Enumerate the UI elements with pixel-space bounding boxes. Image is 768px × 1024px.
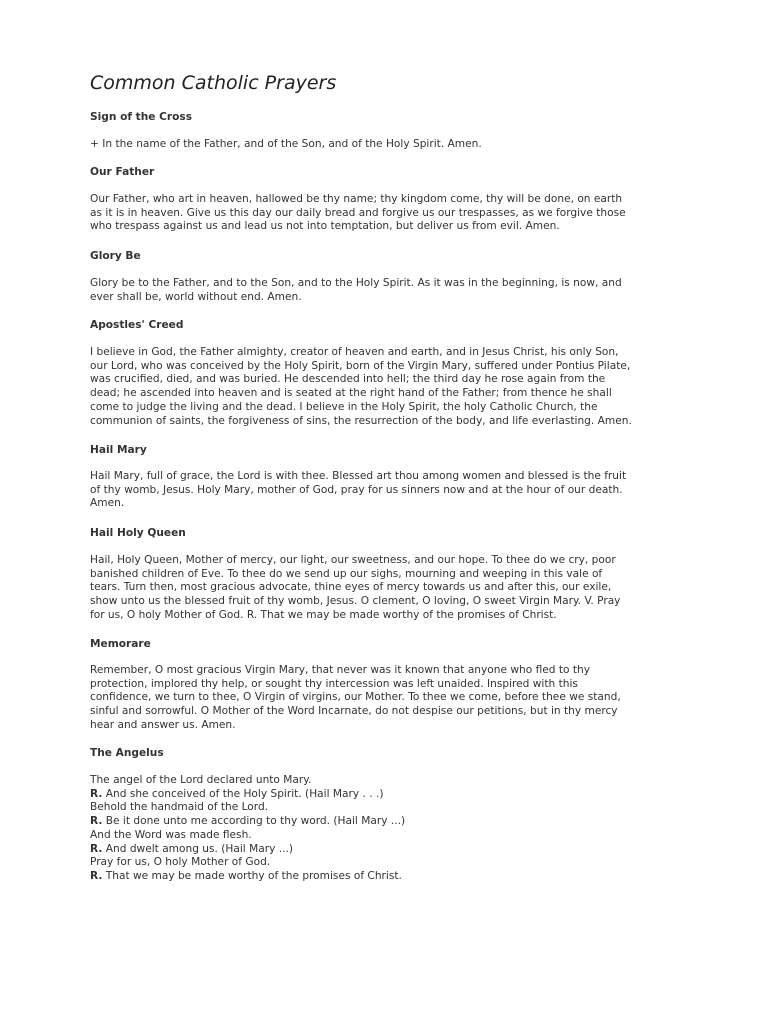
heading-sign-of-the-cross: Sign of the Cross — [90, 111, 193, 123]
heading-hail-mary: Hail Mary — [90, 444, 147, 456]
text-line: show unto us the blessed fruit of thy womb, Jesus. O clement, O loving, O sweet Virgin Mary. V. Pray — [90, 595, 621, 608]
heading-apostles-creed: Apostles' Creed — [90, 319, 184, 331]
text-line: hear and answer us. Amen. — [90, 718, 236, 731]
text-line: Amen. — [90, 497, 125, 510]
text-line: banished children of Eve. To thee do we send up our sighs, mourning and weeping in this vale of — [90, 567, 603, 580]
paragraph-memorare — [90, 664, 690, 733]
paragraph-our-father — [90, 193, 690, 234]
heading-hail-holy-queen: Hail Holy Queen — [90, 527, 186, 539]
text-line: protection, implored thy help, or sought thy intercession was left unaided. Inspired with this — [90, 677, 578, 690]
text-line: who trespass against us and lead us not into temptation, but deliver us from evil. Amen. — [90, 220, 560, 233]
text-line: dead; he ascended into heaven and is seated at the right hand of the Father; from thence he shall — [90, 387, 612, 400]
text-line: ever shall be, world without end. Amen. — [90, 290, 302, 303]
paragraph-the-angelus — [90, 774, 690, 884]
response-marker: R. — [90, 815, 103, 828]
text-line: as it is in heaven. Give us this day our daily bread and forgive us our trespasses, as we forgive those — [90, 206, 626, 219]
response-line — [90, 788, 690, 802]
response-marker: R. — [90, 842, 103, 855]
paragraph-glory-be — [90, 277, 690, 304]
response-marker: R. — [90, 787, 103, 800]
paragraph-hail-mary — [90, 470, 690, 511]
text-line: Our Father, who art in heaven, hallowed be thy name; thy kingdom come, thy will be done, on earth — [90, 193, 623, 205]
response-line — [90, 843, 690, 857]
text-line: our Lord, who was conceived by the Holy Spirit, born of the Virgin Mary, suffered under Pontius Pilate, — [90, 359, 631, 372]
text-line: Hail, Holy Queen, Mother of mercy, our light, our sweetness, and our hope. To thee do we cry, poor — [90, 554, 616, 566]
response-text: Be it done unto me according to thy word. (Hail Mary ...) — [105, 815, 406, 828]
response-marker: R. — [90, 869, 103, 882]
response-text: That we may be made worthy of the promises of Christ. — [105, 869, 402, 882]
versicle-text: Pray for us, O holy Mother of God. — [90, 856, 271, 869]
text-line: communion of saints, the forgiveness of sins, the resurrection of the body, and life everlasting. Amen. — [90, 414, 632, 427]
versicle-line — [90, 801, 690, 815]
text-line: of thy womb, Jesus. Holy Mary, mother of God, pray for us sinners now and at the hour of our death. — [90, 483, 623, 496]
text-line: + In the name of the Father, and of the Son, and of the Holy Spirit. Amen. — [90, 138, 482, 150]
response-text: And dwelt among us. (Hail Mary ...) — [105, 842, 293, 855]
versicle-text: The angel of the Lord declared unto Mary. — [90, 774, 312, 786]
paragraph-sign-of-the-cross — [90, 138, 690, 152]
text-line: for us, O holy Mother of God. R. That we may be made worthy of the promises of Christ. — [90, 608, 557, 621]
text-line: tears. Turn then, most gracious advocate, thine eyes of mercy towards us and after this, our exile, — [90, 581, 612, 594]
text-line: was crucified, died, and was buried. He descended into hell; the third day he rose again from the — [90, 373, 606, 386]
heading-glory-be: Glory Be — [90, 250, 141, 262]
heading-our-father: Our Father — [90, 166, 155, 178]
response-line — [90, 870, 690, 884]
versicle-text: And the Word was made flesh. — [90, 828, 252, 841]
page-title: Common Catholic Prayers — [90, 72, 337, 94]
text-line: Glory be to the Father, and to the Son, and to the Holy Spirit. As it was in the beginning, is now, and — [90, 277, 622, 289]
text-line: come to judge the living and the dead. I believe in the Holy Spirit, the holy Catholic Church, the — [90, 400, 598, 413]
text-line: Hail Mary, full of grace, the Lord is with thee. Blessed art thou among women and blessed is the fruit — [90, 470, 627, 482]
text-line: Remember, O most gracious Virgin Mary, that never was it known that anyone who fled to thy — [90, 664, 591, 676]
versicle-line — [90, 856, 690, 870]
text-line: sinful and sorrowful. O Mother of the Word Incarnate, do not despise our petitions, but in thy mercy — [90, 705, 618, 718]
heading-the-angelus: The Angelus — [90, 747, 164, 759]
heading-memorare: Memorare — [90, 638, 151, 650]
text-line: I believe in God, the Father almighty, creator of heaven and earth, and in Jesus Christ, his only Son, — [90, 346, 619, 358]
versicle-line — [90, 774, 690, 788]
paragraph-hail-holy-queen — [90, 554, 690, 623]
versicle-text: Behold the handmaid of the Lord. — [90, 801, 269, 814]
versicle-line — [90, 829, 690, 843]
paragraph-apostles-creed — [90, 346, 690, 428]
text-line: confidence, we turn to thee, O Virgin of virgins, our Mother. To thee we come, before thee we stand, — [90, 691, 621, 704]
response-text: And she conceived of the Holy Spirit. (Hail Mary . . .) — [105, 787, 384, 800]
response-line — [90, 815, 690, 829]
